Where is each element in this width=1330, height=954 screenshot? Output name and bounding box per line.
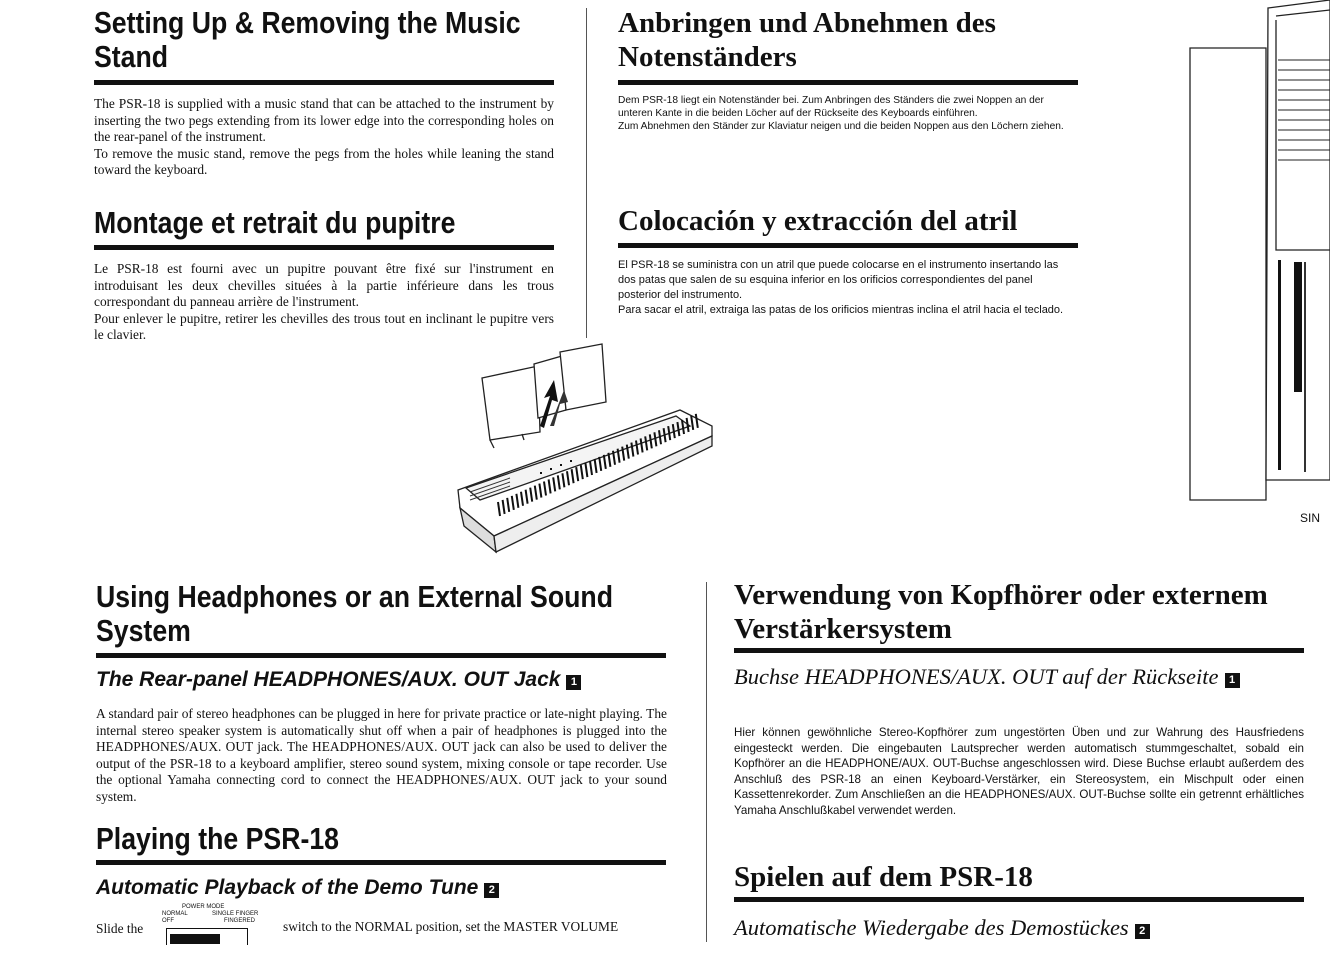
- rule-headphones: [96, 653, 666, 658]
- para-anbringen-1: Dem PSR-18 liegt ein Notenständer bei. Zum Anbringen des Ständers die zwei Noppen an der unteren Kante in die beiden Löcher auf der Rückseite des Keyboards einführen.: [618, 95, 1044, 119]
- body-anbringen: [618, 94, 1078, 133]
- badge-2-de: 2: [1135, 924, 1150, 939]
- slide-line-suffix: [283, 919, 618, 936]
- subheading-demo-de-text: Automatische Wiedergabe des Demostückes: [734, 915, 1129, 940]
- slide-prefix: Slide the: [96, 921, 144, 936]
- switch-label-off: OFF: [162, 918, 174, 924]
- switch-label-fingered: FINGERED: [224, 918, 256, 924]
- subheading-rear-jack: [96, 668, 676, 692]
- subheading-demo-text: Automatic Playback of the Demo Tune: [96, 876, 479, 899]
- body-colocacion: [618, 258, 1078, 318]
- switch-label-normal: NORMAL: [162, 911, 188, 917]
- badge-1: 1: [566, 675, 581, 690]
- subheading-buchse: [734, 663, 1294, 690]
- para-headphones: A standard pair of stereo headphones can be plugged in here for private practice or late-night playing. The internal stereo speaker system is automatically shut off when a pair of headphones is plugged into the HEADPHONES/AUX. OUT jack. The HEADPHONES/AUX. OUT jack can also be used to deliver the output of the PSR-18 to a keyboard amplifier, stereo sound system, mixing console or tape recorder. Use the optional Yamaha connecting cord to connect the HEADPHONES/AUX. OUT jack to your sound system.: [96, 706, 667, 804]
- badge-1-de: 1: [1225, 673, 1240, 688]
- rule-anbringen: [618, 80, 1078, 85]
- heading-headphones: Using Headphones or an External Sound System: [96, 579, 613, 648]
- rule-verwendung: [734, 648, 1304, 653]
- column-divider-top: [586, 8, 587, 338]
- heading-playing: Playing the PSR-18: [96, 821, 339, 856]
- body-setting-up: [94, 96, 554, 179]
- para-setting-up-1: The PSR-18 is supplied with a music stand that can be attached to the instrument by inserting the two pegs extending from its lower edge into the corresponding holes on the rear-panel of the instrument.: [94, 96, 554, 145]
- heading-colocacion: Colocación y extracción del atril: [618, 205, 1018, 237]
- body-headphones: [96, 706, 667, 806]
- para-colocacion-1: El PSR-18 se suministra con un atril que puede colocarse en el instrumento insertando las dos patas que salen de su esquina inferior en los orificios correspondientes del panel posterior del instrumento.: [618, 259, 1059, 301]
- switch-title: POWER MODE: [182, 904, 225, 910]
- rule-spielen: [734, 897, 1304, 902]
- badge-2: 2: [484, 883, 499, 898]
- para-colocacion-2: Para sacar el atril, extraiga las patas de los orificios mientras inclina el atril hacia el teclado.: [618, 304, 1064, 316]
- edge-label: SIN: [1300, 511, 1321, 525]
- subheading-rear-jack-text: The Rear-panel HEADPHONES/AUX. OUT Jack: [96, 668, 561, 691]
- subheading-demo-de: [734, 914, 1314, 941]
- power-mode-switch: [160, 904, 278, 944]
- heading-verwendung: Verwendung von Kopfhörer oder externem Verstärkersystem: [734, 579, 1268, 645]
- para-verwendung: Hier können gewöhnliche Stereo-Kopfhörer zum ungestörten Üben und zur Wahrung des Hausfriedens eingesteckt werden. Die eingebauten Lautsprecher werden automatisch stummgeschaltet, sobald ein Kopfhörer an die HEADPHONE/AUX. OUT-Buchse angeschlossen wird. Diese Buchse erlaubt außerdem des Anschluß des PSR-18 an einen Keyboard-Verstärker, ein Stereosystem, ein Mischpult oder einen Kassettenrekorder. Zum Anschließen an die HEADPHONES/AUX. OUT-Buchse sollte ein getrennt erhältliches Yamaha Anschlußkabel verwendet werden.: [734, 726, 1304, 817]
- para-montage-1: Le PSR-18 est fourni avec un pupitre pouvant être fixé sur l'instrument en introduisant les deux chevilles situées à la partie inférieure dans les trous correspondant du panneau arrière de l'instrument.: [94, 261, 554, 310]
- subheading-buchse-text: Buchse HEADPHONES/AUX. OUT auf der Rückseite: [734, 664, 1219, 689]
- heading-spielen: Spielen auf dem PSR-18: [734, 861, 1033, 893]
- para-montage-2: Pour enlever le pupitre, retirer les chevilles des trous tout en inclinant le pupitre vers le clavier.: [94, 310, 554, 343]
- switch-label-single: SINGLE FINGER: [212, 911, 259, 917]
- slide-suffix: switch to the NORMAL position, set the MASTER VOLUME: [283, 919, 619, 934]
- rear-panel-partial-illustration: [1186, 0, 1330, 510]
- subheading-demo: [96, 876, 676, 900]
- rule-playing: [96, 860, 666, 865]
- heading-anbringen: Anbringen und Abnehmen des Notenständers: [618, 7, 996, 73]
- para-setting-up-2: To remove the music stand, remove the pegs from the holes while leaning the stand toward the keyboard.: [94, 145, 554, 178]
- body-verwendung: [734, 725, 1304, 819]
- keyboard-music-stand-illustration: [440, 340, 730, 570]
- rule-montage: [94, 245, 554, 250]
- rule-setting-up: [94, 80, 554, 85]
- para-anbringen-2: Zum Abnehmen den Ständer zur Klaviatur neigen und die beiden Noppen aus den Löchern ziehen.: [618, 121, 1064, 132]
- column-divider-bottom: [706, 582, 707, 942]
- heading-montage: Montage et retrait du pupitre: [94, 205, 456, 240]
- heading-setting-up: Setting Up & Removing the Music Stand: [94, 5, 521, 74]
- switch-knob: [170, 934, 220, 944]
- rule-colocacion: [618, 243, 1078, 248]
- body-montage: [94, 261, 554, 344]
